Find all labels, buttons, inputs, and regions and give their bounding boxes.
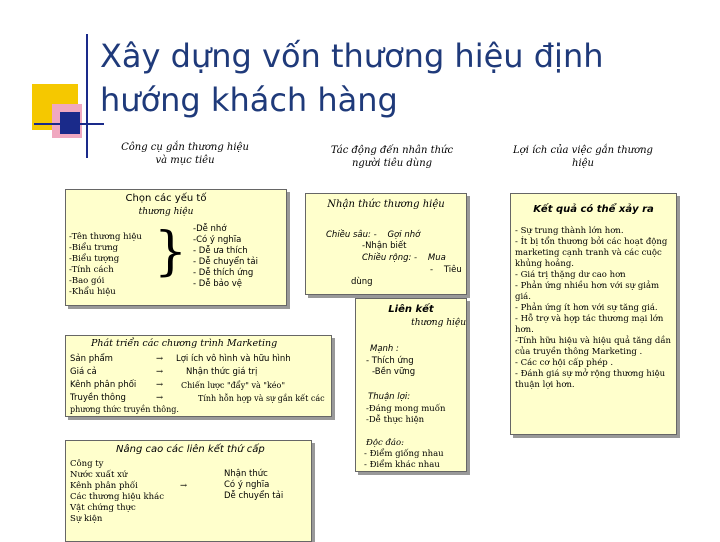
list-item: -Tính hữu hiệu và hiệu quả tăng dần của truyền thông Marketing . (515, 336, 672, 357)
list-item: -Bao gói (69, 276, 105, 286)
association-strong-label: Mạnh : (370, 344, 399, 354)
marketing-right-1: Nhận thức giá trị (186, 367, 258, 377)
association-unique-list (364, 449, 444, 471)
awareness-use: dùng (351, 277, 373, 287)
header-consumer-impact: Tác động đến nhân thức người tiêu dùng (330, 145, 454, 169)
list-item: -Tên thương hiệu (69, 232, 142, 242)
list-item: Truyền thông (70, 393, 126, 403)
list-item: - Điểm giống nhau (364, 449, 444, 459)
list-item: - Điểm khác nhau (364, 460, 440, 470)
association-unique-label: Độc đáo: (366, 438, 404, 448)
list-item: -Có ý nghĩa (193, 235, 242, 245)
awareness-consumption: - Tiêu (430, 265, 462, 275)
list-item: Giá cả (70, 367, 97, 377)
marketing-title: Phát triển các chương trình Marketing (91, 338, 278, 349)
list-item: - Phản ứng nhiều hơn với sự giảm giá. (515, 281, 660, 302)
choose-elements-box (65, 189, 287, 306)
header-branding-benefits: Lợi ích của việc gắn thương hiệu (513, 145, 653, 169)
arrow-right-icon: → (180, 481, 188, 491)
arrow-right-icon: → (156, 380, 164, 390)
association-title: Liên kết (388, 304, 434, 315)
list-item: - Sự trung thành lớn hơn. (515, 226, 624, 236)
list-item: -Tính cách (69, 265, 114, 275)
awareness-title: Nhận thức thương hiệu (327, 199, 445, 210)
arrow-right-icon: → (156, 367, 164, 377)
list-item: - Hỗ trợ và hợp tác thương mại lớn hơn. (515, 314, 664, 335)
list-item: - Dễ bảo vệ (193, 279, 243, 289)
list-item: Nước xuất xứ (70, 470, 128, 480)
secondary-title: Nâng cao các liên kết thứ cấp (116, 444, 265, 455)
decor-vertical-line (86, 34, 88, 158)
list-item: Các thương hiệu khác (70, 492, 164, 502)
list-item: - Các cơ hội cấp phép . (515, 358, 614, 368)
list-item: Vật chứng thực (70, 503, 136, 513)
secondary-left-list (70, 459, 164, 525)
awareness-breadth: Chiều rộng: - Mua (362, 253, 446, 263)
brand-elements-list (69, 232, 142, 298)
list-item: Sản phẩm (70, 354, 113, 364)
list-item: -Biểu trưng (69, 243, 119, 253)
list-item: - Dễ thích ứng (193, 268, 254, 278)
header-branding-tools: Công cụ gắn thương hiệu và mục tiêu (121, 142, 249, 166)
results-title: Kết quả có thể xảy ra (533, 204, 654, 215)
list-item: -Khẩu hiệu (69, 287, 116, 297)
possible-results-box (510, 193, 677, 435)
list-item: -Đáng mong muốn (366, 404, 446, 414)
list-item: Có ý nghĩa (224, 480, 270, 490)
choose-title: Chọn các yếu tố (125, 193, 207, 204)
association-favorable-label: Thuận lợi: (368, 392, 411, 402)
arrow-right-icon: → (156, 354, 164, 364)
list-item: - Dễ chuyển tải (193, 257, 258, 267)
list-item: Công ty (70, 459, 104, 469)
marketing-right-3: Tính hỗn hợp và sự gắn kết các phương thức truyền thông. (70, 394, 325, 414)
list-item: - Ít bị tổn thương bởi các hoạt động marketing cạnh tranh và các cuộc khủng hoảng. (515, 237, 668, 269)
arrow-right-icon: → (156, 393, 164, 403)
secondary-associations-box (65, 440, 312, 542)
list-item: Kênh phân phối (70, 380, 137, 390)
brace-icon: } (154, 222, 188, 282)
list-item: -Biểu tượng (69, 254, 120, 264)
brand-awareness-box (305, 193, 467, 295)
association-strong-list (366, 356, 415, 378)
list-item: Sự kiện (70, 514, 103, 524)
list-item: Kênh phân phối (70, 481, 138, 491)
association-subtitle: thương hiệu (411, 318, 466, 328)
list-item: Nhận thức (224, 469, 268, 479)
list-item: - Đánh giá sự mở rộng thương hiệu thuận lợi hơn. (515, 369, 666, 390)
list-item: Dễ chuyển tải (224, 491, 284, 501)
brand-associations-box (355, 298, 467, 472)
awareness-depth: Chiều sâu: - Gợi nhớ (326, 230, 421, 240)
list-item: -Dễ thực hiện (366, 415, 425, 425)
list-item: -Dễ nhớ (193, 224, 227, 234)
list-item: - Giá trị thặng dư cao hơn (515, 270, 626, 280)
marketing-programs-box (65, 335, 332, 417)
list-item: - Dễ ưa thích (193, 246, 248, 256)
list-item: - Thích ứng (366, 356, 414, 366)
list-item: -Bền vững (372, 367, 416, 377)
list-item: - Phản ứng ít hơn với sự tăng giá. (515, 303, 658, 313)
marketing-right-2: Chiến lược "đẩy" và "kéo" (181, 381, 286, 390)
choose-subtitle: thương hiệu (138, 207, 194, 217)
marketing-right-0: Lợi ích vô hình và hữu hình (176, 354, 291, 364)
decor-horizontal-line (34, 123, 104, 125)
page-title: Xây dựng vốn thương hiệu định hướng khách hàng (100, 37, 604, 119)
awareness-recognition: -Nhận biết (362, 241, 407, 251)
secondary-right-list (224, 469, 283, 502)
element-criteria-list (193, 224, 258, 290)
association-favorable-list (366, 404, 445, 426)
results-list (515, 226, 673, 391)
